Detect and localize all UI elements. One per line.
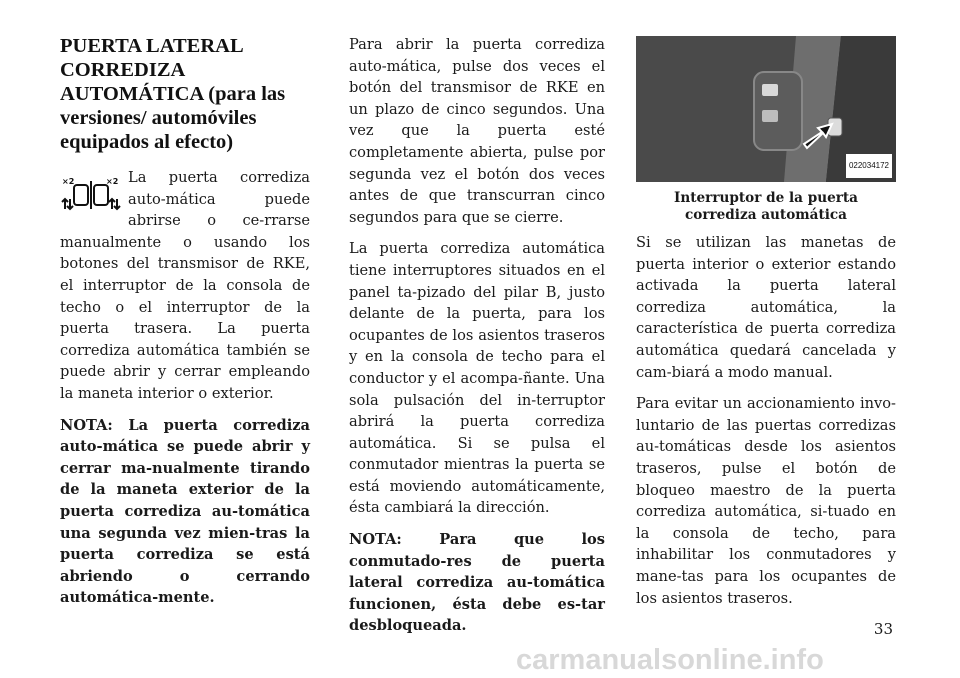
paragraph-master-lock: Para evitar un accionamiento invo-luntario de las puertas corredizas au-tomáticas desde los asientos traseros, pulse el botón de bloqueo maestro de la puerta corrediza automática, si-tuado en la consola de techo, para inhabilitar los conmutadores y mane-tas para los ocupantes de los asientos traseros.: [636, 395, 896, 607]
page-number: 33: [873, 620, 893, 638]
icon-label-right: ×2: [106, 177, 119, 186]
watermark: carmanualsonline.info: [516, 644, 824, 676]
note-manual-operation: NOTA: La puerta corrediza auto-mática se puede abrir y cerrar ma-nualmente tirando de la maneta exterior de la puerta corrediza au-tomática una segunda vez mien-tras la puerta corrediza se está abriendo o cerrando automática-mente.: [60, 416, 310, 607]
note-unlocked: NOTA: Para que los conmutado-res de puerta lateral corrediza au-tomática funcionen, ésta debe es-tar desbloqueada.: [349, 531, 605, 635]
paragraph-manual-mode: Si se utilizan las manetas de puerta interior o exterior estando activada la puerta lateral corrediza automática, la característica de puerta corrediza automática quedará cancelada y cam-biará a modo manual.: [636, 234, 896, 381]
column-left: [60, 34, 310, 619]
switch-photo: [636, 36, 896, 182]
paragraph-rke-open: Para abrir la puerta corrediza auto-mática, pulse dos veces el botón del transmisor de RKE en un plazo de cinco segundos. Una vez que la puerta esté completamente abierta, pulse por segunda vez el botón dos veces antes de que transcurran cinco segundos para que se cierre.: [349, 36, 605, 226]
photo-caption: Interruptor de la puerta corrediza automática: [673, 190, 858, 223]
paragraph-switch-locations: La puerta corrediza automática tiene interruptores situados en el panel ta-pizado del pilar B, justo delante de la puerta, para los ocupantes de los asientos traseros y en la consola de techo para el conductor y el acompa-ñante. Una sola pulsación del in-terruptor abrirá la puerta corrediza automática. Si se pulsa el conmutador mientras la puerta se está moviendo automáticamente, ésta cambiará la dirección.: [349, 240, 605, 517]
column-right: [636, 36, 896, 619]
page-title: PUERTA LATERAL CORREDIZA AUTOMÁTICA (para las versiones/ automóviles equipados al efecto): [60, 35, 286, 153]
column-middle: [349, 34, 605, 647]
intro-paragraph: La puerta corrediza auto-mática puede abrirse o ce-rrarse manualmente o usando los botones del transmisor de RKE, el interruptor de la consola de techo o el interruptor de la puerta trasera. La puerta corrediza automática también se puede abrir y cerrar empleando la maneta interior o exterior.: [60, 169, 310, 402]
icon-label-left: ×2: [62, 177, 75, 186]
intro-block: [60, 167, 310, 405]
sliding-door-icon: [60, 175, 122, 215]
photo-code: 022034172: [846, 154, 892, 178]
